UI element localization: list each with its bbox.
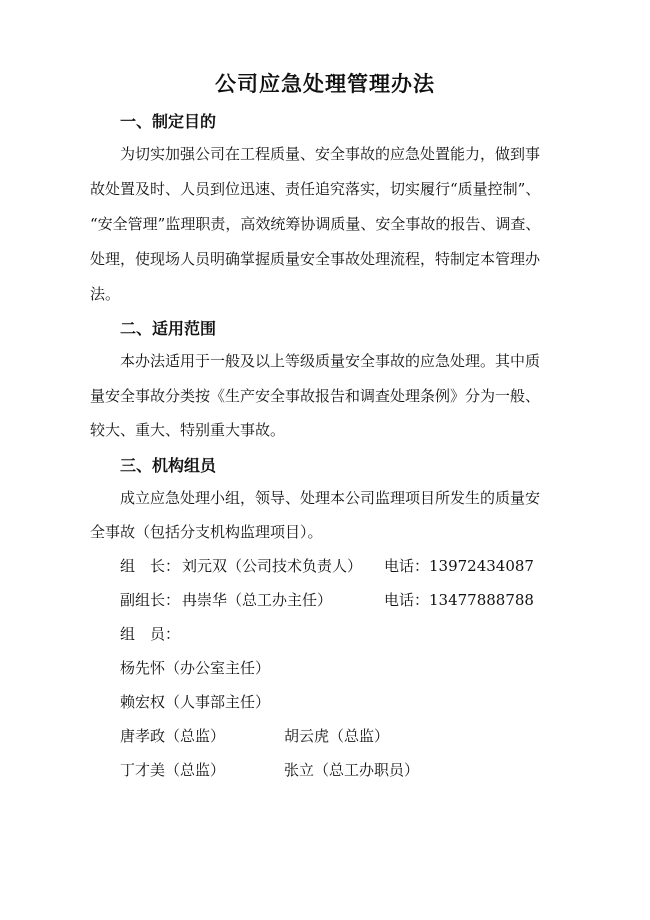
paragraph-line: 全事故（包括分支机构监理项目）。 <box>90 523 323 541</box>
section-heading-members: 三、机构组员 <box>120 456 217 475</box>
paragraph-line: 成立应急处理小组，领导、处理本公司监理项目所发生的质量安 <box>120 489 541 507</box>
paragraph-line: 为切实加强公司在工程质量、安全事故的应急处置能力，做到事 <box>120 145 541 163</box>
member-item: 胡云虎（总监） <box>284 727 390 745</box>
member-item: 赖宏权（人事部主任） <box>120 693 271 711</box>
deputy-name: 冉崇华（总工办主任） <box>182 591 333 609</box>
leader-name: 刘元双（公司技术负责人） <box>182 557 363 575</box>
member-item: 张立（总工办职员） <box>284 761 420 779</box>
section-heading-purpose: 一、制定目的 <box>120 112 217 131</box>
paragraph-line: “安全管理”监理职责，高效统筹协调质量、安全事故的报告、调查、 <box>90 215 541 233</box>
member-item: 杨先怀（办公室主任） <box>120 659 271 677</box>
paragraph-line: 处理，使现场人员明确掌握质量安全事故处理流程，特制定本管理办 <box>90 250 541 268</box>
paragraph-line: 量安全事故分类按《生产安全事故报告和调查处理条例》分为一般、 <box>90 387 541 405</box>
deputy-phone: 电话：13477888788 <box>384 591 534 609</box>
paragraph-line: 较大、重大、特别重大事故。 <box>90 421 286 439</box>
leader-phone: 电话：13972434087 <box>384 557 534 575</box>
paragraph-line: 法。 <box>90 285 121 303</box>
paragraph-line: 故处置及时、人员到位迅速、责任追究落实，切实履行“质量控制”、 <box>90 180 541 198</box>
member-item: 丁才美（总监） <box>120 761 226 779</box>
deputy-role: 副组长： <box>120 591 181 609</box>
paragraph-line: 本办法适用于一般及以上等级质量安全事故的应急处理。其中质 <box>120 352 541 370</box>
document-title: 公司应急处理管理办法 <box>215 72 435 96</box>
member-item: 唐孝政（总监） <box>120 727 226 745</box>
section-heading-scope: 二、适用范围 <box>120 319 217 338</box>
members-label: 组 员： <box>120 625 181 643</box>
leader-role: 组 长： <box>120 557 181 575</box>
